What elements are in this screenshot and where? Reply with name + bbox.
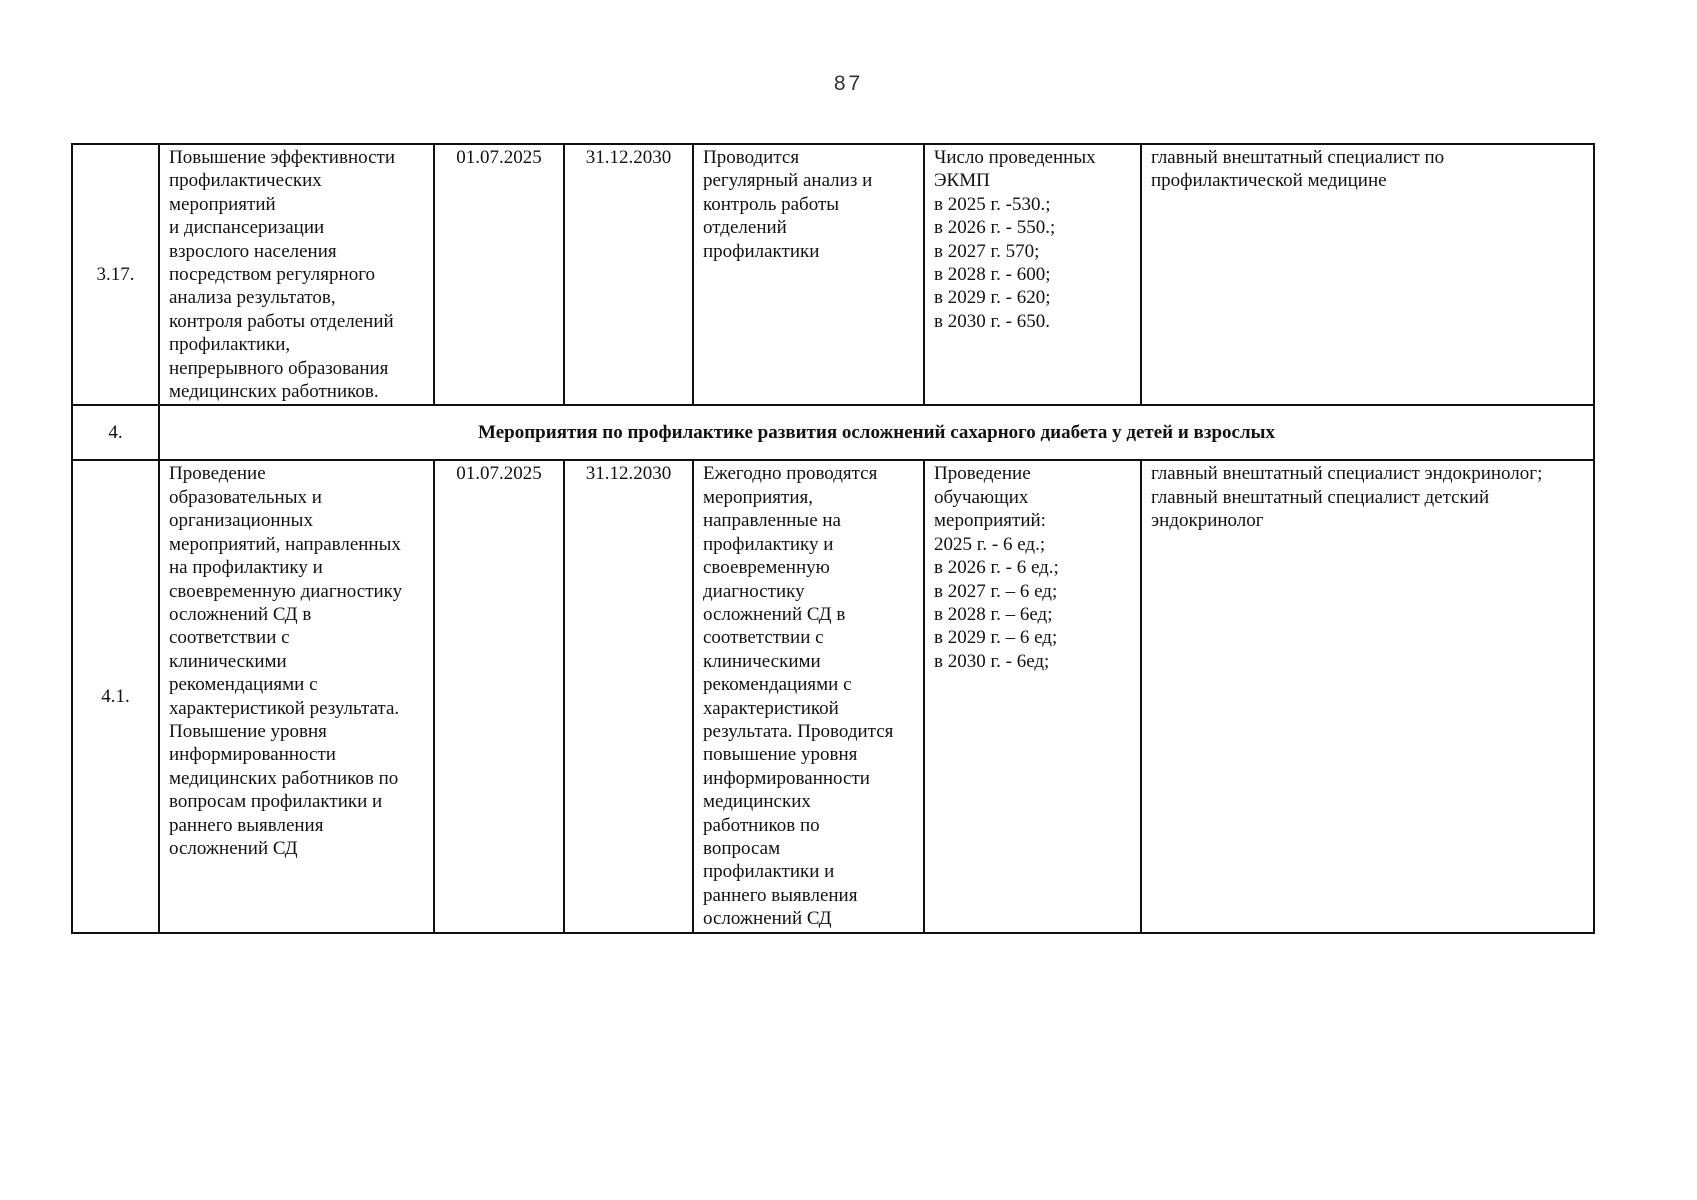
section-title: Мероприятия по профилактике развития осложнений сахарного диабета у детей и взрослых (159, 405, 1594, 460)
text-line: и диспансеризации (169, 217, 325, 239)
text-line: мероприятий (169, 193, 276, 215)
text-line: профилактики (703, 240, 820, 262)
text-line: в 2029 г. - 620; (934, 287, 1051, 309)
text-line: раннего выявления (169, 814, 324, 836)
indicator (924, 144, 1141, 405)
text-line: медицинских работников. (169, 381, 379, 403)
text-line: рекомендациями с (169, 674, 318, 696)
event-description (159, 144, 434, 405)
text-line: в 2027 г. – 6 ед; (934, 580, 1058, 602)
text-line: организационных (169, 510, 313, 532)
text-line: осложнений СД (169, 837, 298, 859)
responsible (1141, 144, 1594, 405)
text-line: своевременную (703, 557, 830, 579)
text-line: работников по (703, 814, 820, 836)
text-line: медицинских (703, 791, 811, 813)
text-line: в 2026 г. - 6 ед.; (934, 557, 1059, 579)
text-line: Проводится (703, 147, 800, 168)
text-line: мероприятий, направленных (169, 533, 401, 555)
text-line: Повышение уровня (169, 720, 327, 742)
text-line: информированности (703, 767, 870, 789)
table-row-3-17 (72, 144, 1594, 405)
text-line: соответствии с (703, 627, 824, 649)
text-line: Проведение (934, 463, 1031, 485)
start-date: 01.07.2025 (434, 460, 564, 932)
text-line: в 2030 г. - 6ед; (934, 650, 1050, 672)
text-line: профилактических (169, 170, 322, 192)
text-line: в 2028 г. - 600; (934, 264, 1051, 286)
text-line: мероприятия, (703, 486, 813, 508)
indicator (924, 460, 1141, 932)
text-line: диагностику (703, 580, 805, 602)
text-line: обучающих (934, 486, 1029, 508)
text-line: образовательных и (169, 486, 322, 508)
text-line: характеристикой результата. (169, 697, 400, 719)
row-number: 4.1. (72, 460, 159, 932)
text-line: результата. Проводится (703, 720, 894, 742)
text-line: характеристикой (703, 697, 839, 719)
text-line: непрерывного образования (169, 357, 389, 379)
end-date: 31.12.2030 (564, 144, 693, 405)
text-line: мероприятий: (934, 510, 1046, 532)
text-line: Повышение эффективности (169, 147, 395, 168)
text-line: клиническими (703, 650, 821, 672)
text-line: в 2025 г. -530.; (934, 193, 1051, 215)
text-line: главный внештатный специалист эндокринолог; (1151, 463, 1543, 485)
text-line: осложнений СД (703, 908, 832, 930)
section-row-4 (72, 405, 1594, 460)
text-line: в 2030 г. - 650. (934, 310, 1050, 332)
text-line: профилактики, (169, 334, 291, 356)
text-line: Проведение (169, 463, 266, 485)
text-line: Ежегодно проводятся (703, 463, 878, 485)
text-line: осложнений СД в (169, 603, 312, 625)
text-line: на профилактику и (169, 557, 323, 579)
text-line: раннего выявления (703, 884, 858, 906)
text-line: направленные на (703, 510, 841, 532)
text-line: контроль работы (703, 193, 840, 215)
text-line: контроля работы отделений (169, 310, 394, 332)
text-line: 2025 г. - 6 ед.; (934, 533, 1046, 555)
text-line: вопросам (703, 837, 781, 859)
text-line: эндокринолог (1151, 510, 1264, 532)
text-line: вопросам профилактики и (169, 791, 383, 813)
text-line: клиническими (169, 650, 287, 672)
table-row-4-1 (72, 460, 1594, 932)
text-line: в 2027 г. 570; (934, 240, 1040, 262)
text-line: профилактики и (703, 861, 835, 883)
expected-result (693, 144, 924, 405)
text-line: регулярный анализ и (703, 170, 873, 192)
text-line: рекомендациями с (703, 674, 852, 696)
text-line: профилактику и (703, 533, 834, 555)
text-line: информированности (169, 744, 336, 766)
text-line: в 2028 г. – 6ед; (934, 603, 1053, 625)
text-line: в 2029 г. – 6 ед; (934, 627, 1058, 649)
responsible (1141, 460, 1594, 932)
text-line: медицинских работников по (169, 767, 399, 789)
text-line: своевременную диагностику (169, 580, 403, 602)
page-number: 87 (833, 72, 864, 95)
start-date: 01.07.2025 (434, 144, 564, 405)
text-line: Число проведенных (934, 147, 1096, 168)
text-line: соответствии с (169, 627, 290, 649)
text-line: осложнений СД в (703, 603, 846, 625)
expected-result (693, 460, 924, 932)
text-line: в 2026 г. - 550.; (934, 217, 1056, 239)
section-number: 4. (72, 405, 159, 460)
text-line: отделений (703, 217, 787, 239)
text-line: ЭКМП (934, 170, 990, 192)
text-line: анализа результатов, (169, 287, 336, 309)
action-plan-table (71, 143, 1595, 934)
event-description (159, 460, 434, 932)
text-line: профилактической медицине (1151, 170, 1387, 192)
text-line: главный внештатный специалист по (1151, 147, 1445, 168)
text-line: взрослого населения (169, 240, 337, 262)
text-line: посредством регулярного (169, 264, 376, 286)
end-date: 31.12.2030 (564, 460, 693, 932)
row-number: 3.17. (72, 144, 159, 405)
text-line: главный внештатный специалист детский (1151, 486, 1490, 508)
text-line: повышение уровня (703, 744, 858, 766)
